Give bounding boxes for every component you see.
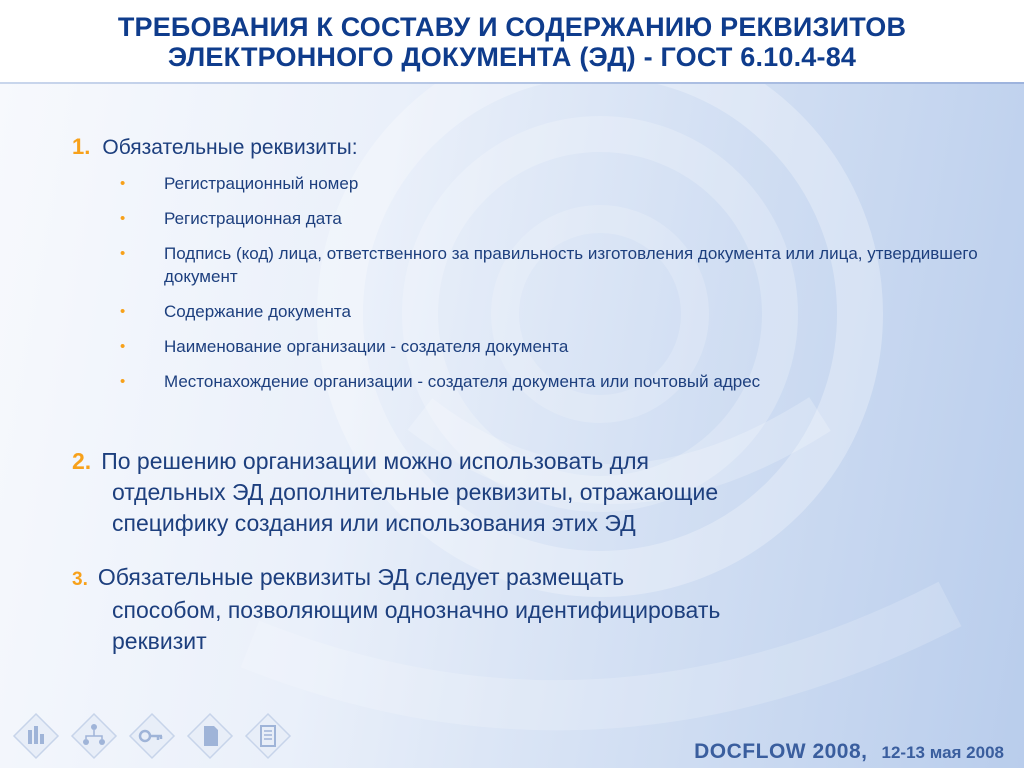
key-icon — [126, 710, 178, 762]
list-item — [120, 207, 980, 230]
bullet-glyph: • — [120, 303, 126, 320]
item-2-line-1: По решению организации можно использовать для — [101, 448, 649, 474]
list-item-text: Содержание документа — [164, 302, 351, 321]
org-chart-icon — [68, 710, 120, 762]
bullet-glyph: • — [120, 175, 126, 192]
item-3-paragraph — [72, 562, 972, 657]
slide-title — [0, 0, 1024, 72]
item-3-line-2: способом, позволяющим однозначно идентифицировать — [112, 597, 721, 623]
item-3-line-3: реквизит — [112, 628, 207, 654]
footer-brand — [694, 740, 1004, 764]
list-item — [120, 300, 980, 323]
slide-header — [0, 0, 1024, 84]
slide-content — [0, 84, 1024, 704]
notepad-icon — [242, 710, 294, 762]
item-1-heading — [72, 134, 358, 160]
chart-icon — [10, 710, 62, 762]
footer-icon-strip — [10, 710, 294, 766]
list-item — [120, 172, 980, 195]
item-2-line-2: отдельных ЭД дополнительные реквизиты, отражающие — [112, 479, 719, 505]
list-item — [120, 335, 980, 358]
list-item-text: Местонахождение организации - создателя документа или почтовый адрес — [164, 372, 761, 391]
list-item — [120, 370, 980, 393]
list-item-text: Регистрационная дата — [164, 209, 342, 228]
conference-name: DOCFLOW 2008, — [694, 740, 868, 763]
bullet-glyph: • — [120, 245, 126, 262]
slide-footer — [0, 704, 1024, 768]
list-item-text: Подпись (код) лица, ответственного за правильность изготовления документа или лица, утвердившего документ — [164, 244, 978, 286]
item-2-line-3: специфику создания или использования этих ЭД — [112, 510, 636, 536]
required-attributes-list — [120, 172, 980, 405]
item-3-number: 3. — [72, 569, 88, 590]
bullet-glyph: • — [120, 210, 126, 227]
title-line-1: ТРЕБОВАНИЯ К СОСТАВУ И СОДЕРЖАНИЮ РЕКВИЗИТОВ — [117, 12, 907, 42]
bullet-glyph: • — [120, 338, 126, 355]
bullet-glyph: • — [120, 373, 126, 390]
item-3-line-1: Обязательные реквизиты ЭД следует размещать — [97, 564, 625, 590]
title-line-2: ЭЛЕКТРОННОГО ДОКУМЕНТА (ЭД) - ГОСТ 6.10.4-84 — [167, 42, 857, 72]
list-item-text: Наименование организации - создателя документа — [164, 337, 569, 356]
list-item-text: Регистрационный номер — [164, 174, 359, 193]
header-divider — [0, 82, 1024, 84]
document-icon — [184, 710, 236, 762]
list-item — [120, 242, 980, 288]
conference-date: 12-13 мая 2008 — [881, 743, 1004, 762]
item-1-text: Обязательные реквизиты: — [102, 136, 358, 159]
item-2-paragraph — [72, 446, 972, 539]
item-1-number: 1. — [72, 134, 91, 159]
item-2-number: 2. — [72, 448, 92, 474]
